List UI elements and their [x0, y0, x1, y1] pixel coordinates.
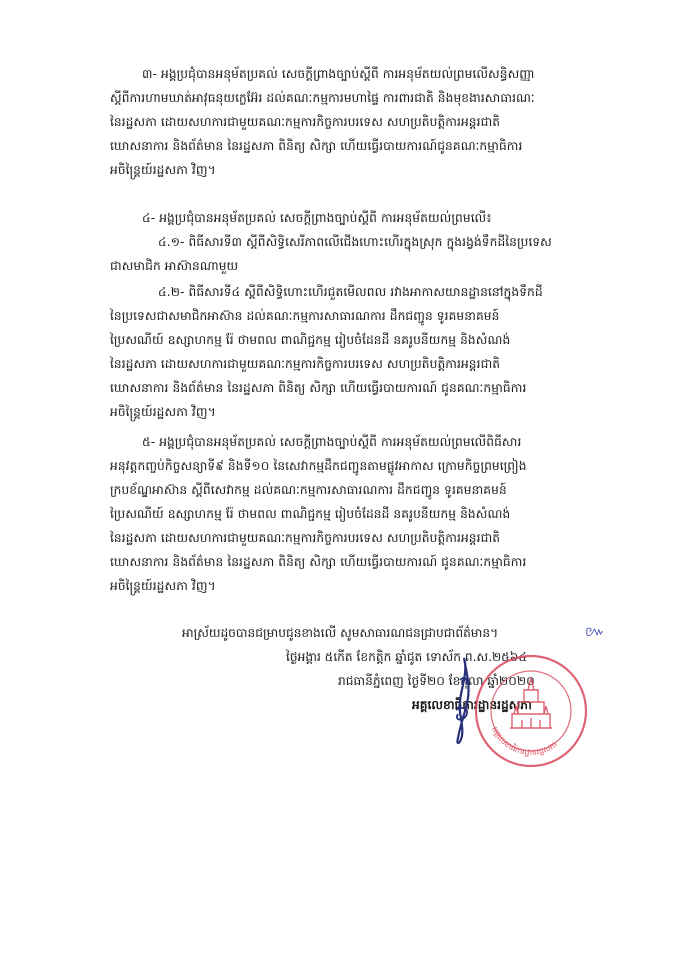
text-line: ឃោសនាការ និងព័ត៌មាន នៃរដ្ឋសភា ពិនិត្យ សិក្សា ហើយធ្វើរបាយការណ៍ ជូនគណៈកម្មាធិការ — [110, 381, 527, 395]
text-line: ៥- អង្គប្រជុំបានអនុម័តប្រគល់ សេចក្តីព្រាងច្បាប់ស្តីពី ការអនុម័តយល់ព្រមលើពិធីសារ — [142, 435, 522, 449]
closing-line: អាស្រ័យដូចបានជម្រាបជូនខាងលើ សូមសាធារណជនជ្រាបជាព័ត៌មាន។ — [182, 626, 499, 640]
paragraph-3 — [110, 62, 588, 182]
paragraph-4-2 — [110, 280, 588, 424]
text-line: ឃោសនាការ និងព័ត៌មាន នៃរដ្ឋសភា ពិនិត្យ សិក្សា ហើយធ្វើរបាយការណ៍ជូនគណៈកម្មាធិការ — [110, 139, 523, 153]
handwritten-signature — [402, 640, 522, 760]
text-line: ៤- អង្គប្រជុំបានអនុម័តប្រគល់ សេចក្តីព្រាងច្បាប់ស្តីពី ការអនុម័តយល់ព្រមលើ៖ — [142, 211, 492, 225]
lunar-date: ថ្ងៃអង្គារ ៥កើត ខែកត្តិក ឆ្នាំជូត ទោស័ក ព.ស.២៥៦៤ — [286, 650, 528, 664]
text-line: នៃរដ្ឋសភា ដោយសហការជាមួយគណៈកម្មការកិច្ចការបរទេស សហប្រតិបត្តិការអន្តរជាតិ — [110, 357, 501, 371]
paragraph-4-intro — [110, 206, 588, 230]
text-line: អចិន្ត្រៃយ៍រដ្ឋសភា វិញ។ — [110, 163, 216, 177]
solar-date: រាជធានីភ្នំពេញ ថ្ងៃទី២០ ខែតុលា ឆ្នាំ២០២០ — [338, 674, 535, 688]
text-line: ៣- អង្គប្រជុំបានអនុម័តប្រគល់ សេចក្តីព្រាងច្បាប់ស្តីពី ការអនុម័តយល់ព្រមលើសន្ធិសញ្ញា — [142, 67, 535, 81]
paragraph-4-1 — [110, 230, 588, 278]
text-line: ឃោសនាការ និងព័ត៌មាន នៃរដ្ឋសភា ពិនិត្យ សិក្សា ហើយធ្វើរបាយការណ៍ ជូនគណៈកម្មាធិការ — [110, 555, 527, 569]
text-line: នៃរដ្ឋសភា ដោយសហការជាមួយគណៈកម្មការកិច្ចការបរទេស សហប្រតិបត្តិការអន្តរជាតិ — [110, 115, 501, 129]
text-line: នៃប្រទេសជាសមាជិកអាស៊ាន ដល់គណៈកម្មការសាធារណការ ដឹកជញ្ជូន ទូរគមនាគមន៍ — [110, 309, 500, 323]
text-line: អនុវត្តកញ្ចប់កិច្ចសន្យាទី៩ និងទី១០ នៃសេវាកម្មដឹកជញ្ជូនតាមផ្លូវអាកាស ក្រោមកិច្ចព្រមព្រៀង — [110, 459, 527, 473]
svg-text:អគ្គលេខាធិការដ្ឋានរដ្ឋសភា: អគ្គលេខាធិការដ្ឋានរដ្ឋសភា — [490, 725, 559, 758]
text-line: អចិន្ត្រៃយ៍រដ្ឋសភា វិញ។ — [110, 405, 216, 419]
text-line: នៃរដ្ឋសភា ដោយសហការជាមួយគណៈកម្មការកិច្ចការបរទេស សហប្រតិបត្តិការអន្តរជាតិ — [110, 531, 501, 545]
text-line: ជាសមាជិក អាស៊ានណាមួយ — [110, 259, 239, 273]
signatory-title: អគ្គលេខាធិការដ្ឋានរដ្ឋសភា — [412, 698, 532, 712]
text-line: ប្រៃសណីយ៍ ឧស្សាហកម្ម រ៉ែ ថាមពល ពាណិជ្ជកម្ម រៀបចំដែនដី នគរូបនីយកម្ម និងសំណង់ — [110, 333, 511, 347]
text-line: ៤.១- ពិធីសារទី៣ ស្តីពីសិទ្ធិសេរីភាពលើជើងហោះហើរក្នុងស្រុក ក្នុងរង្វង់ទឹកដីនៃប្រទេស — [158, 235, 552, 249]
text-line: ប្រៃសណីយ៍ ឧស្សាហកម្ម រ៉ែ ថាមពល ពាណិជ្ជកម្ម រៀបចំដែនដី នគរូបនីយកម្ម និងសំណង់ — [110, 507, 511, 521]
paragraph-5 — [110, 430, 588, 598]
text-line: ៤.២- ពិធីសារទី៤ ស្តីពីសិទ្ធិហោះហើរជួតមើលពល រវាងអាកាសយានដ្ឋាននៅក្នុងទឹកដី — [158, 285, 543, 299]
text-line: ស្តីពីការហាមឃាត់អាវុធនុយក្លេអ៊ែរ ដល់គណៈកម្មការមហាផ្ទៃ ការពារជាតិ និងមុខងារសាធារណៈ — [110, 91, 535, 105]
text-line: ក្របខ័ណ្ឌអាស៊ាន ស្តីពីសេវាកម្ម ដល់គណៈកម្មការសាធារណការ ដឹកជញ្ជូន ទូរគមនាគមន៍ — [110, 483, 507, 497]
svg-text:៚: ៚ — [585, 624, 605, 640]
closing-ornament-icon — [584, 622, 606, 640]
text-line: អចិន្ត្រៃយ៍រដ្ឋសភា វិញ។ — [110, 579, 216, 593]
